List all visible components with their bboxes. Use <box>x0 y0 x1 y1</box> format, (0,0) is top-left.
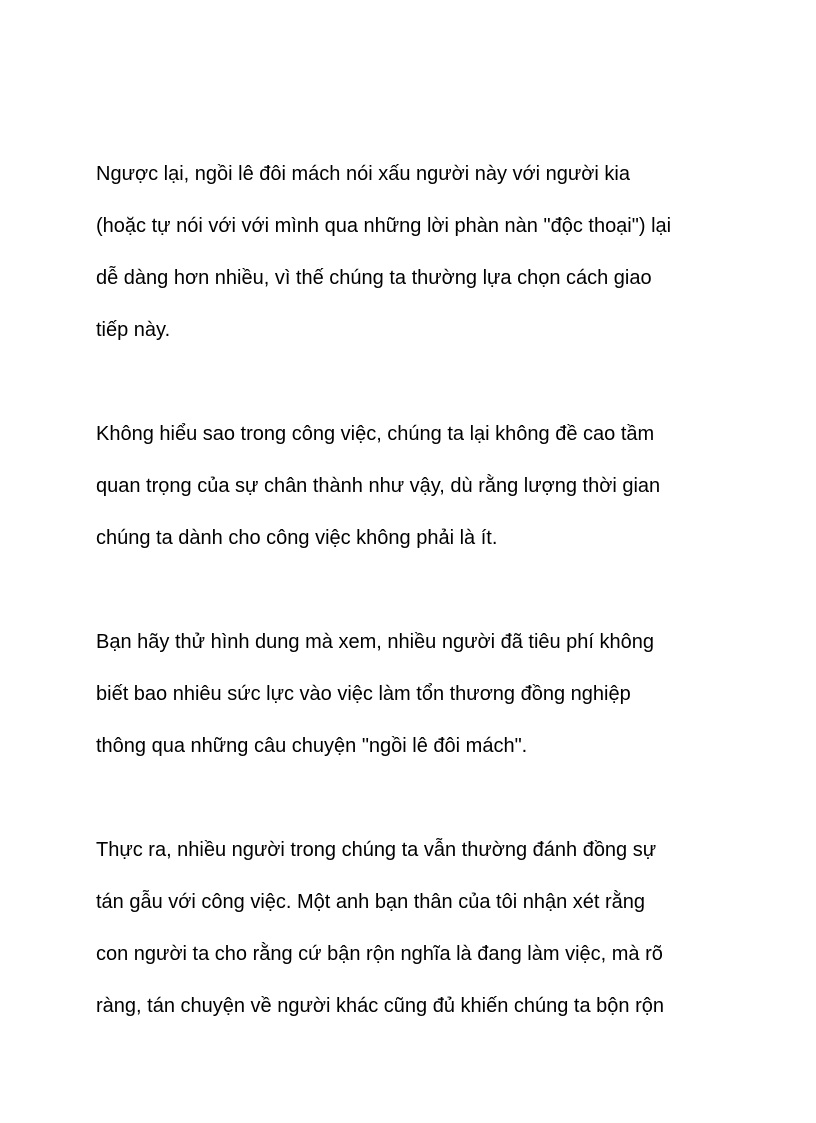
paragraph-1 <box>96 148 736 356</box>
text-line: (hoặc tự nói với với mình qua những lời phàn nàn "độc thoại") lại <box>96 215 672 237</box>
text-line: thông qua những câu chuyện "ngồi lê đôi mách". <box>96 735 528 757</box>
text-line: Bạn hãy thử hình dung mà xem, nhiều người đã tiêu phí không <box>96 631 655 653</box>
document-body <box>96 148 736 1084</box>
text-line: biết bao nhiêu sức lực vào việc làm tổn thương đồng nghiệp <box>96 683 631 705</box>
paragraph-3 <box>96 616 736 772</box>
text-line: dễ dàng hơn nhiều, vì thế chúng ta thường lựa chọn cách giao <box>96 267 652 289</box>
text-line: tiếp này. <box>96 319 171 341</box>
text-line: Ngược lại, ngồi lê đôi mách nói xấu người này với người kia <box>96 163 630 185</box>
paragraph-2 <box>96 408 736 564</box>
text-line: ràng, tán chuyện về người khác cũng đủ khiến chúng ta bộn rộn <box>96 995 664 1017</box>
text-line: con người ta cho rằng cứ bận rộn nghĩa là đang làm việc, mà rõ <box>96 943 663 965</box>
text-line: Thực ra, nhiều người trong chúng ta vẫn thường đánh đồng sự <box>96 839 657 861</box>
text-line: tán gẫu với công việc. Một anh bạn thân của tôi nhận xét rằng <box>96 891 646 913</box>
text-line: quan trọng của sự chân thành như vậy, dù rằng lượng thời gian <box>96 475 661 497</box>
text-line: Không hiểu sao trong công việc, chúng ta lại không đề cao tầm <box>96 423 655 445</box>
paragraph-4 <box>96 824 736 1032</box>
text-line: chúng ta dành cho công việc không phải là ít. <box>96 527 498 549</box>
